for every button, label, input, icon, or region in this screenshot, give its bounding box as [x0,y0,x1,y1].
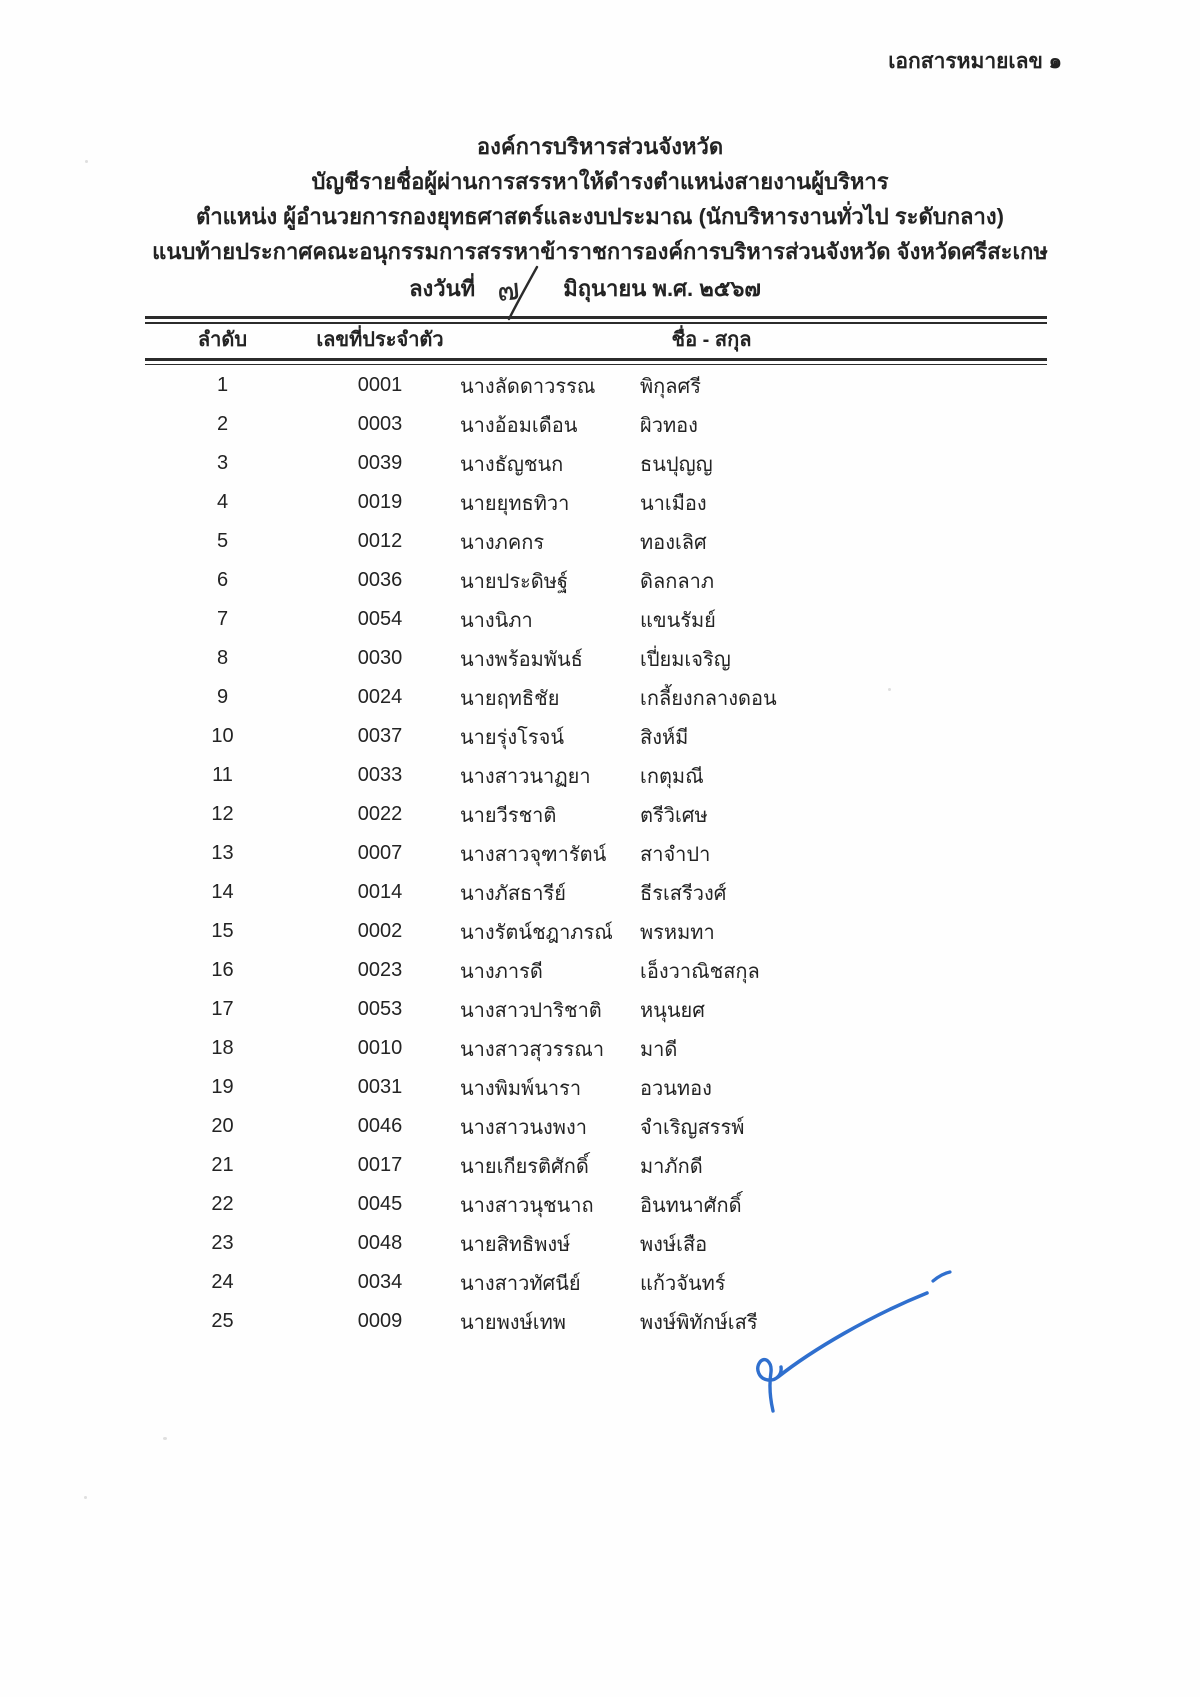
row-number: 4 [216,491,229,513]
table-row [145,366,1047,405]
table-row [145,717,1047,756]
row-id: 0046 [357,1115,403,1137]
row-last-name: มาดี [640,1038,678,1061]
row-number: 20 [211,1115,234,1137]
row-first-name: นางพิมพ์นารา [460,1077,582,1100]
table-row [145,756,1047,795]
row-id: 0010 [357,1037,403,1059]
row-id: 0002 [357,920,403,942]
row-number: 19 [211,1076,234,1098]
table-row [145,873,1047,912]
row-number: 15 [211,920,234,942]
header-rule-thin [145,364,1047,366]
row-number: 16 [211,959,234,981]
row-first-name: นายสิทธิพงษ์ [460,1233,571,1256]
row-first-name: นางนิภา [460,609,533,632]
table-row [145,444,1047,483]
row-id: 0031 [357,1076,403,1098]
row-id: 0045 [357,1193,403,1215]
scan-speck [888,688,891,691]
row-id: 0048 [357,1232,403,1254]
row-first-name: นายฤทธิชัย [460,687,560,710]
date-prefix: ลงวันที่ [409,276,476,301]
row-first-name: นายวีรชาติ [460,804,557,827]
row-last-name: แขนรัมย์ [640,609,716,632]
row-id: 0014 [357,881,403,903]
row-id: 0033 [357,764,403,786]
table-row [145,1029,1047,1068]
table-body [145,366,1047,1341]
row-id: 0022 [357,803,403,825]
header-no: ลำดับ [197,329,248,351]
row-last-name: สิงห์มี [640,726,689,749]
row-number: 22 [211,1193,234,1215]
table-header-row [145,321,1047,357]
row-number: 18 [211,1037,234,1059]
row-first-name: นางสาวทัศนีย์ [460,1272,581,1295]
date-suffix: มิถุนายน พ.ศ. ๒๕๖๗ [563,276,761,301]
scan-speck [85,160,88,163]
scan-speck [84,1496,87,1499]
table-row [145,522,1047,561]
row-last-name: ตรีวิเศษ [640,804,708,827]
row-number: 10 [211,725,234,747]
row-first-name: นางภารดี [460,960,543,983]
header-id: เลขที่ประจำตัว [316,329,444,351]
row-id: 0019 [357,491,403,513]
table-row [145,912,1047,951]
title-attachment: แนบท้ายประกาศคณะอนุกรรมการสรรหาข้าราชการองค์การบริหารส่วนจังหวัด จังหวัดศรีสะเกษ [152,239,1048,264]
title-position: ตำแหน่ง ผู้อำนวยการกองยุทธศาสตร์และงบประมาณ (นักบริหารงานทั่วไป ระดับกลาง) [196,204,1004,229]
row-id: 0053 [357,998,403,1020]
row-number: 3 [216,452,229,474]
row-id: 0034 [357,1271,403,1293]
row-id: 0007 [357,842,403,864]
row-last-name: แก้วจันทร์ [640,1272,726,1295]
table-row [145,834,1047,873]
row-id: 0036 [357,569,403,591]
row-number: 13 [211,842,234,864]
row-last-name: ดิลกลาภ [640,570,715,593]
table-row [145,1302,1047,1341]
row-first-name: นางอ้อมเดือน [460,414,578,437]
row-id: 0012 [357,530,403,552]
row-first-name: นางธัญชนก [460,453,564,476]
row-last-name: เกลี้ยงกลางดอน [640,687,777,710]
row-id: 0037 [357,725,403,747]
row-last-name: สาจำปา [640,843,711,866]
row-first-name: นางภัสธารีย์ [460,882,566,905]
row-last-name: เอ็งวาณิชสกุล [640,960,760,983]
table-row [145,1263,1047,1302]
row-number: 8 [216,647,229,669]
handwritten-day-glyph: ๗ [495,273,522,308]
row-number: 11 [212,764,233,786]
row-last-name: นาเมือง [640,492,707,515]
row-id: 0039 [357,452,403,474]
row-number: 25 [211,1310,234,1332]
row-number: 2 [216,413,229,435]
table-row [145,1185,1047,1224]
row-last-name: ธีรเสรีวงศ์ [640,882,727,905]
row-last-name: พิกุลศรี [640,375,701,398]
doc-number-label: เอกสารหมายเลข ๑ [888,50,1062,73]
table-row [145,678,1047,717]
row-id: 0009 [357,1310,403,1332]
row-last-name: หนุนยศ [640,999,705,1022]
row-last-name: เปี่ยมเจริญ [640,648,731,671]
row-number: 17 [211,998,234,1020]
table-row [145,600,1047,639]
row-first-name: นางสาวนงพงา [460,1116,587,1139]
table-row [145,483,1047,522]
table-row [145,405,1047,444]
row-number: 23 [211,1232,234,1254]
row-number: 7 [216,608,229,630]
table-row [145,1146,1047,1185]
row-first-name: นางลัดดาวรรณ [460,375,596,398]
row-number: 6 [216,569,229,591]
row-last-name: ผิวทอง [640,414,698,437]
row-first-name: นายยุทธทิวา [460,492,570,515]
row-first-name: นางพร้อมพันธ์ [460,648,583,671]
row-first-name: นางสาวจุฑารัตน์ [460,843,607,866]
row-id: 0024 [357,686,403,708]
title-list-name: บัญชีรายชื่อผู้ผ่านการสรรหาให้ดำรงตำแหน่งสายงานผู้บริหาร [311,169,889,194]
header-rule-thick [145,358,1047,361]
row-number: 12 [211,803,234,825]
table-row [145,795,1047,834]
row-first-name: นางรัตน์ชฎาภรณ์ [460,921,613,944]
scan-speck [163,1437,167,1440]
row-first-name: นายพงษ์เทพ [460,1311,566,1334]
row-first-name: นางสาวปาริชาติ [460,999,602,1022]
row-id: 0023 [357,959,403,981]
row-first-name: นายรุ่งโรจน์ [460,726,565,749]
row-first-name: นางสาวสุวรรณา [460,1038,605,1061]
row-id: 0001 [357,374,403,396]
row-id: 0003 [357,413,403,435]
table-top-rule-thick [145,316,1047,319]
handwritten-date-day [475,271,563,313]
row-last-name: ธนปุญญ [640,453,713,476]
table-row [145,1107,1047,1146]
row-last-name: ทองเลิศ [640,531,707,554]
row-number: 14 [211,881,234,903]
row-number: 21 [211,1154,234,1176]
header-name: ชื่อ - สกุล [671,329,752,351]
title-org: องค์การบริหารส่วนจังหวัด [476,134,724,159]
row-last-name: อินทนาศักดิ์ [640,1194,742,1217]
row-number: 9 [216,686,229,708]
row-last-name: เกตุมณี [640,765,704,788]
table-row [145,561,1047,600]
row-id: 0054 [357,608,403,630]
row-id: 0017 [357,1154,403,1176]
row-number: 1 [216,374,229,396]
row-last-name: อวนทอง [640,1077,712,1100]
row-number: 5 [216,530,229,552]
table-row [145,990,1047,1029]
row-first-name: นายเกียรติศักดิ์ [460,1155,589,1178]
table-row [145,1068,1047,1107]
row-first-name: นายประดิษฐ์ [460,570,569,593]
date-line [0,271,1185,313]
row-number: 24 [211,1271,234,1293]
row-last-name: จำเริญสรรพ์ [640,1116,745,1139]
row-last-name: พงษ์พิทักษ์เสรี [640,1311,758,1334]
row-last-name: พงษ์เสือ [640,1233,708,1256]
row-first-name: นางสาวนาฏยา [460,765,591,788]
row-last-name: มาภักดี [640,1155,703,1178]
row-last-name: พรหมทา [640,921,715,944]
row-id: 0030 [357,647,403,669]
row-first-name: นางสาวนุชนาถ [460,1194,594,1217]
table-row [145,1224,1047,1263]
table-row [145,951,1047,990]
row-first-name: นางภคกร [460,531,545,554]
table-row [145,639,1047,678]
